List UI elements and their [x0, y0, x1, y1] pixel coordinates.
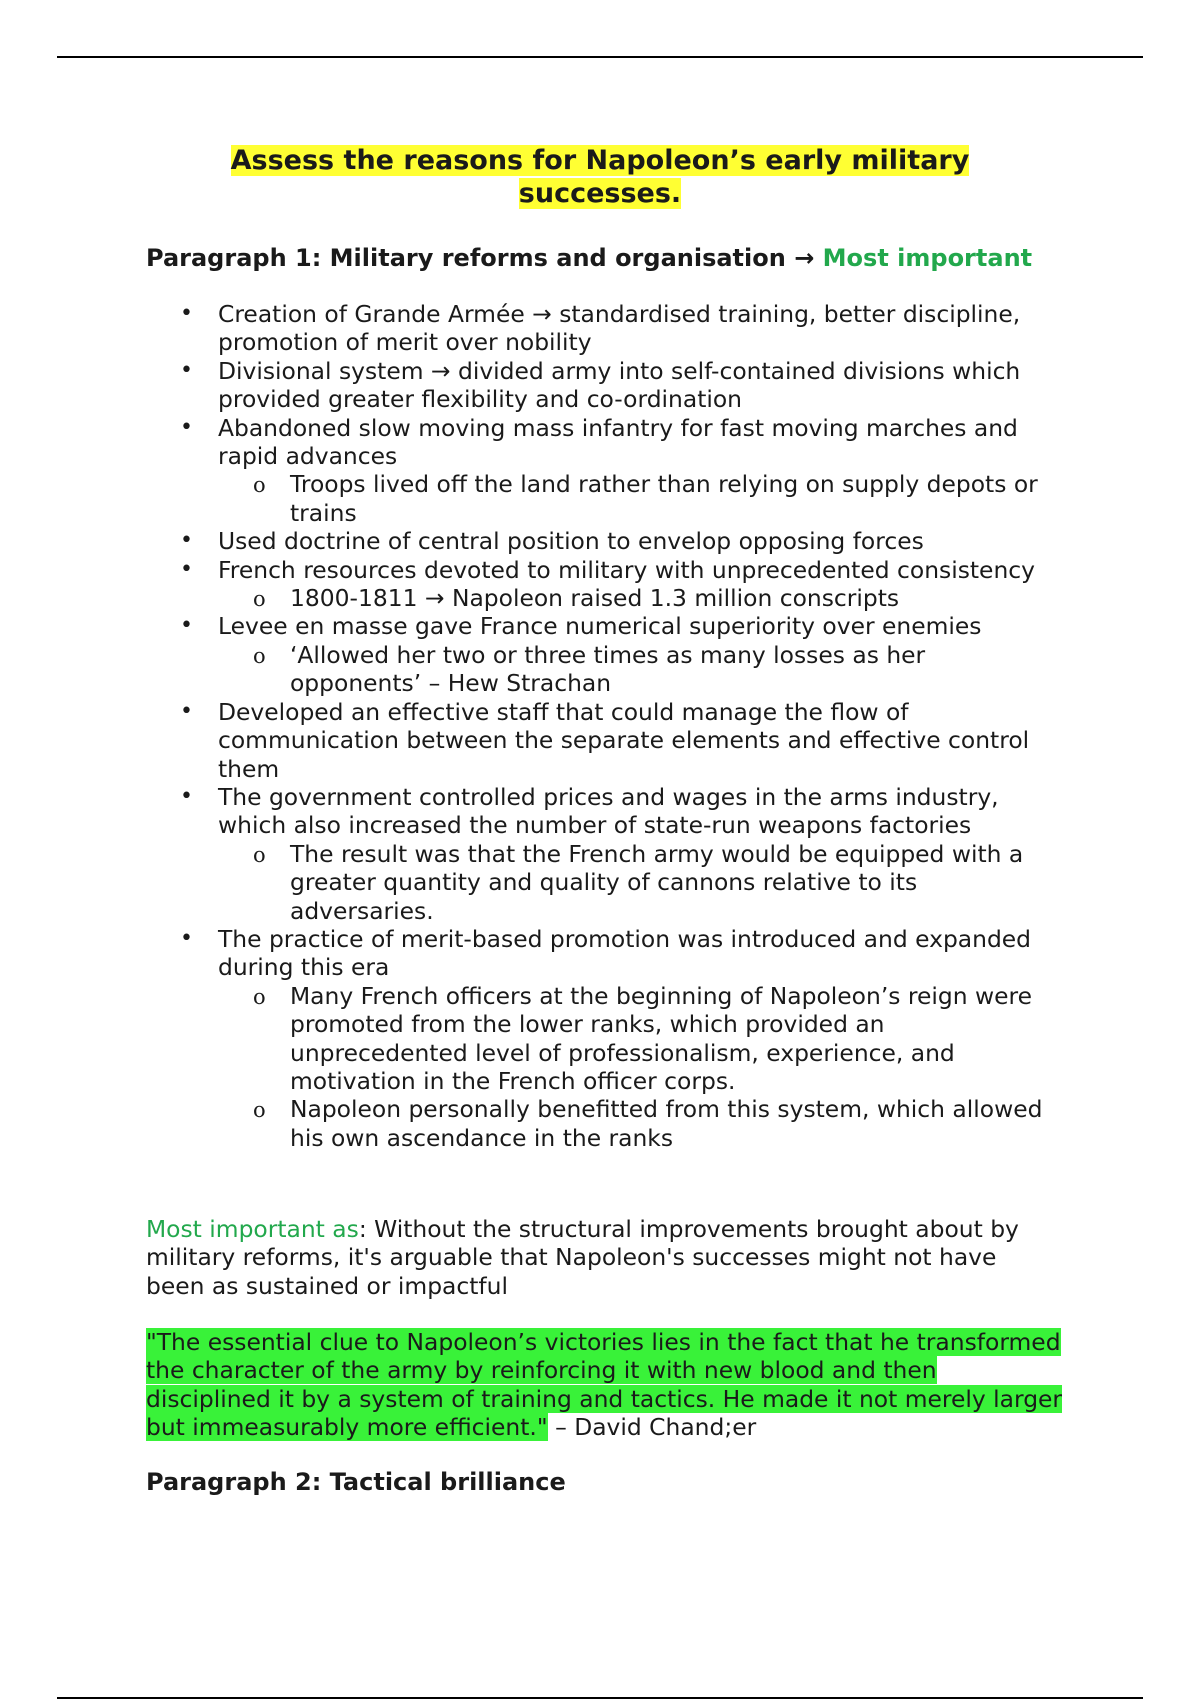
title-highlight: Assess the reasons for Napoleon’s early military successes.: [230, 145, 970, 209]
bullet-item: [146, 698, 1056, 783]
bullet-text: Used doctrine of central position to envelop opposing forces: [218, 527, 924, 556]
sub-bullet-list: [218, 470, 1056, 527]
quote-attribution: – David Chand;er: [547, 1413, 757, 1442]
sub-bullet-list: [218, 641, 1056, 698]
bullet-item: [146, 556, 1056, 613]
paragraph-2-heading: Paragraph 2: Tactical brilliance: [146, 1468, 566, 1496]
bullet-text: French resources devoted to military with unprecedented consistency: [218, 555, 1035, 584]
bullet-text: The government controlled prices and wages in the arms industry, which also increased the number of state-run weapons factories: [218, 782, 999, 840]
conclusion: [146, 1215, 1056, 1300]
bullet-item: [146, 414, 1056, 528]
paragraph-1-heading-text: Paragraph 1: Military reforms and organisation: [146, 244, 786, 272]
sub-bullet-item: o Napoleon personally benefitted from this system, which allowed his own ascendance in the ranks: [218, 1095, 1056, 1152]
header-rule: [57, 56, 1143, 58]
bullet-item: [146, 527, 1056, 555]
paragraph-1-heading: [146, 244, 1032, 272]
bullet-item: [146, 357, 1056, 414]
bullet-item: [146, 300, 1056, 357]
footer-rule: [57, 1697, 1143, 1699]
bullet-item: [146, 783, 1056, 925]
sub-bullet-item: o The result was that the French army would be equipped with a greater quantity and quality of cannons relative to its adversaries.: [218, 840, 1056, 925]
most-important-tag: Most important: [822, 244, 1033, 272]
bullet-list: [146, 300, 1056, 1152]
conclusion-text: : Without the structural improvements brought about by military reforms, it's arguable that Napoleon's successes might not have been as sustained or impactful: [146, 1215, 1019, 1300]
quote-block: [146, 1328, 1066, 1442]
bullet-text: Divisional system → divided army into self-contained divisions which provided greater flexibility and co-ordination: [218, 356, 1021, 414]
sub-bullet-item: o Many French officers at the beginning of Napoleon’s reign were promoted from the lower ranks, which provided an unprecedented level of professionalism, experience, and motivation in the French officer corps.: [218, 982, 1056, 1096]
sub-bullet-list: [218, 982, 1056, 1152]
sub-bullet-item: o 1800-1811 → Napoleon raised 1.3 million conscripts: [218, 584, 1056, 612]
conclusion-label: Most important as: [146, 1215, 359, 1243]
quote-text: "The essential clue to Napoleon’s victories lies in the fact that he transformed the character of the army by reinforcing it with new blood and then disciplined it by a system of training and tactics. He made it not merely larger but immeasurably more efficient.": [146, 1328, 1063, 1442]
bullet-text: Levee en masse gave France numerical superiority over enemies: [218, 612, 982, 641]
sub-bullet-item: o ‘Allowed her two or three times as many losses as her opponents’ – Hew Strachan: [218, 641, 1056, 698]
bullet-text: Abandoned slow moving mass infantry for fast moving marches and rapid advances: [218, 413, 1018, 471]
sub-bullet-list: [218, 584, 1056, 612]
bullet-item: [146, 925, 1056, 1152]
arrow-icon: →: [794, 244, 815, 272]
document-title: [146, 144, 1054, 210]
sub-bullet-list: [218, 840, 1056, 925]
bullet-text: Developed an effective staff that could manage the flow of communication between the separate elements and effective control them: [218, 697, 1030, 783]
bullet-text: Creation of Grande Armée → standardised training, better discipline, promotion of merit over nobility: [218, 300, 1021, 357]
bullet-item: [146, 612, 1056, 697]
sub-bullet-item: o Troops lived off the land rather than relying on supply depots or trains: [218, 470, 1056, 527]
bullet-text: The practice of merit-based promotion was introduced and expanded during this era: [218, 924, 1032, 982]
